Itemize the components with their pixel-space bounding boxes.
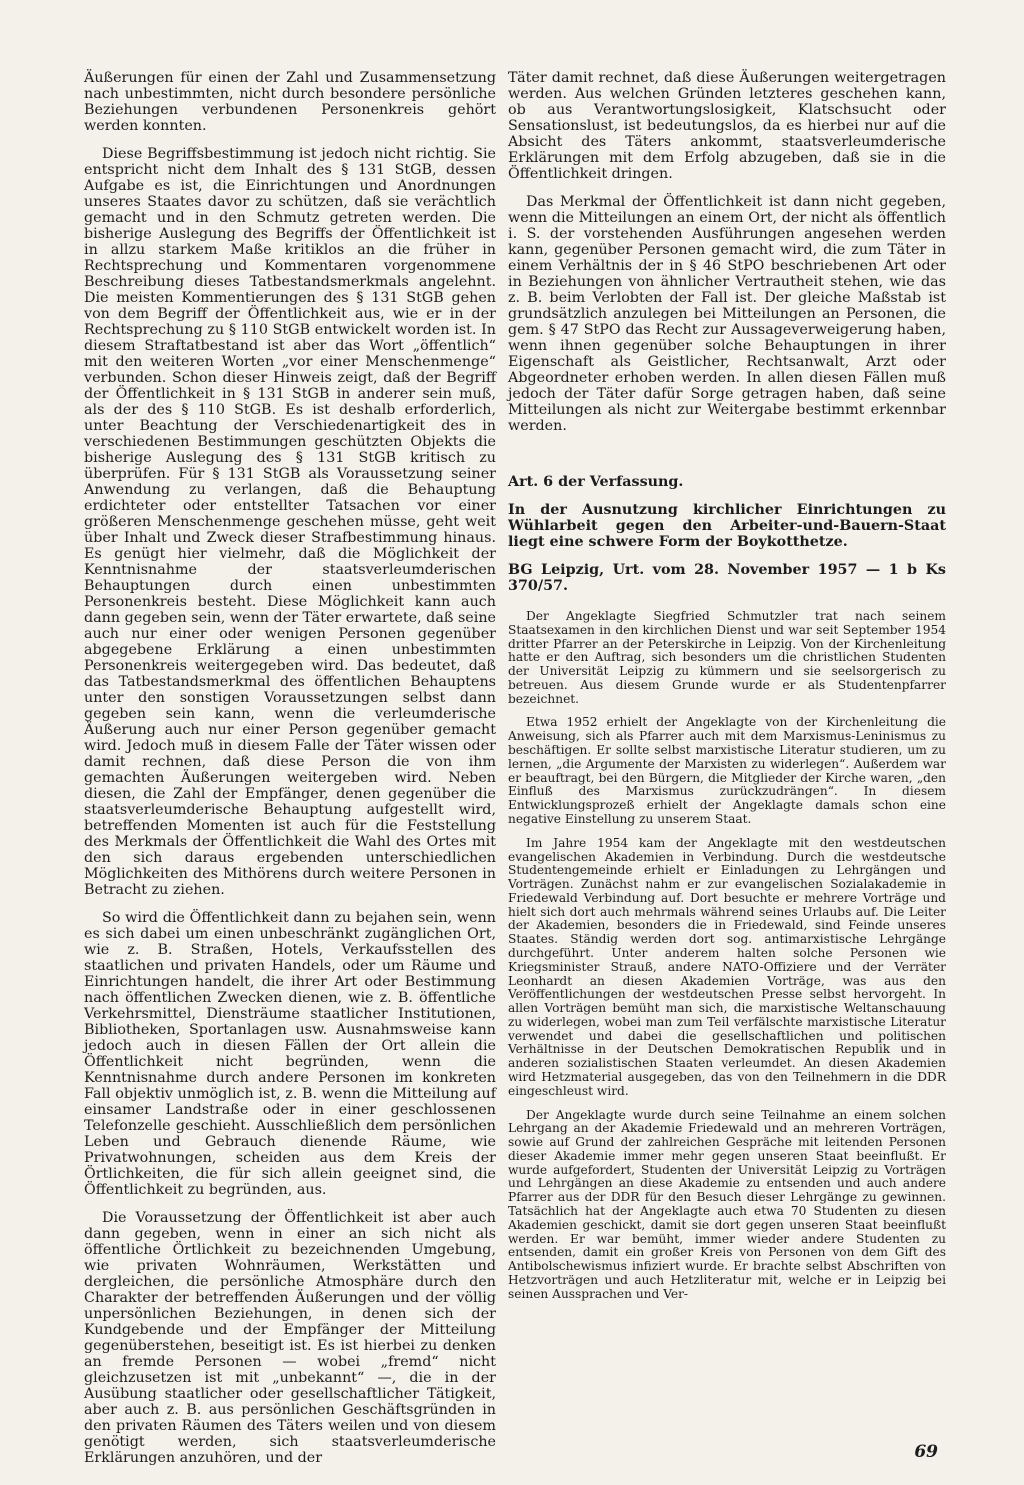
body-paragraph: Das Merkmal der Öffentlichkeit ist dann nicht gegeben, wenn die Mitteilungen an einem Ort, der nicht als öffentlich i. S. der vorstehenden Ausführungen angesehen werden kann, gegenüber Personen gemacht wird, die zum Täter in einem Verhältnis der in § 46 StPO beschriebenen Art oder in Beziehungen von ähnlicher Vertrautheit stehen, wie das z. B. beim Verlobten der Fall ist. Der gleiche Maßstab ist grundsätzlich anzulegen bei Mitteilungen an Personen, die gem. § 47 StPO das Recht zur Aussageverweigerung haben, wenn ihnen gegenüber solche Behauptungen in ihrer Eigenschaft als Geistlicher, Rechtsanwalt, Arzt oder Abgeordneter erhoben werden. In allen diesen Fällen muß jedoch der Täter dafür Sorge getragen haben, daß seine Mitteilungen als nicht zur Weitergabe bestimmt erkennbar werden. xyxy=(508,194,946,434)
body-paragraph: Die Voraussetzung der Öffentlichkeit ist aber auch dann gegeben, wenn in einer an sich nicht als öffentliche Örtlichkeit zu bezeichnenden Umgebung, wie privaten Wohnräumen, Werkstätten und dergleichen, die persönliche Atmosphäre durch den Charakter der betreffenden Äußerungen und der völlig unpersönlichen Beziehungen, in denen sich der Kundgebende und der Empfänger der Mitteilung gegenüberstehen, beseitigt ist. Es ist hierbei zu denken an fremde Personen — wobei „fremd“ nicht gleichzusetzen ist mit „unbekannt“ —, die in der Ausübung staatlicher oder gesellschaftlicher Tätigkeit, aber auch z. B. aus persönlichen Geschäftsgründen in den privaten Räumen des Täters weilen und von diesem genötigt werden, sich staatsverleumderische Erklärungen anzuhören, und der xyxy=(84,1210,496,1466)
body-paragraph: Äußerungen für einen der Zahl und Zusammensetzung nach unbestimmten, nicht durch besondere persönliche Beziehungen verbundenen Personenkreis gehört werden konnten. xyxy=(84,70,496,134)
body-paragraph: Diese Begriffsbestimmung ist jedoch nicht richtig. Sie entspricht nicht dem Inhalt des § 131 StGB, dessen Aufgabe es ist, die Einrichtungen und Anordnungen unseres Staates davor zu schützen, daß sie verächtlich gemacht und in den Schmutz getreten werden. Die bisherige Auslegung des Begriffs der Öffentlichkeit ist in allzu starkem Maße kritiklos an die früher in Rechtsprechung und Kommentaren vorgenommene Beschreibung dieses Tatbestandsmerkmals angelehnt. Die meisten Kommentierungen des § 131 StGB gehen von dem Begriff der Öffentlichkeit aus, wie er in der Rechtsprechung zu § 110 StGB entwickelt worden ist. In diesem Straftatbestand ist aber das Wort „öffentlich“ mit den weiteren Worten „vor einer Menschenmenge“ verbunden. Schon dieser Hinweis zeigt, daß der Begriff der Öffentlichkeit in § 131 StGB in anderer sein muß, als der des § 110 StGB. Es ist deshalb erforderlich, unter Beachtung der Verschiedenartigkeit des in verschiedenen Bestimmungen geschützten Objekts die bisherige Auslegung des § 131 StGB kritisch zu überprüfen. Für § 131 StGB als Voraussetzung seiner Anwendung zu verlangen, daß die Behauptung erdichteter oder entstellter Tatsachen vor einer größeren Menschenmenge geschehen müsse, geht weit über Inhalt und Zweck dieser Strafbestimmung hinaus. Es genügt hier vielmehr, daß die Möglichkeit der Kenntnisnahme der staatsverleumderischen Behauptungen durch einen unbestimmten Personenkreis besteht. Diese Möglichkeit kann auch dann gegeben sein, wenn der Täter erwartete, daß seine auch nur einer oder wenigen Personen gegenüber abgegebene Erklärung a einen unbestimmten Personenkreis weitergegeben wird. Das bedeutet, daß das Tatbestandsmerkmal des öffentlichen Behauptens unter den sonstigen Voraussetzungen selbst dann gegeben sein kann, wenn die verleumderische Äußerung auch nur einer Person gegenüber gemacht wird. Jedoch muß in diesem Falle der Täter wissen oder damit rechnen, daß diese Person die von ihm gemachten Äußerungen weitergeben wird. Neben diesen, die Zahl der Empfänger, denen gegenüber die staatsverleumderische Behauptung aufgestellt wird, betreffenden Momenten ist auch für die Feststellung des Merkmals der Öffentlichkeit die Wahl des Ortes mit den sich daraus ergebenden unterschiedlichen Möglichkeiten des Mithörens durch weitere Personen in Betracht zu ziehen. xyxy=(84,146,496,898)
body-paragraph: So wird die Öffentlichkeit dann zu bejahen sein, wenn es sich dabei um einen unbeschränkt zugänglichen Ort, wie z. B. Straßen, Hotels, Verkaufsstellen des staatlichen und privaten Handels, oder um Räume und Einrichtungen handelt, die ihrer Art oder Bestimmung nach öffentlichen Zwecken dienen, wie z. B. öffentliche Verkehrsmittel, Diensträume staatlicher Institutionen, Bibliotheken, Sportanlagen usw. Ausnahmsweise kann jedoch auch in diesen Fällen der Ort allein die Öffentlichkeit nicht begründen, wenn die Kenntnisnahme durch andere Personen im konkreten Fall objektiv unmöglich ist, z. B. wenn die Mitteilung auf einsamer Landstraße oder in einer geschlossenen Telefonzelle geschieht. Ausschließlich dem persönlichen Leben und Gebrauch dienende Räume, wie Privatwohnungen, scheiden aus dem Kreis der Örtlichkeiten, die für sich allein geeignet sind, die Öffentlichkeit zu begründen, aus. xyxy=(84,910,496,1198)
case-paragraph: Der Angeklagte Siegfried Schmutzler trat nach seinem Staatsexamen in den kirchlichen Dienst und war seit September 1954 dritter Pfarrer an der Peterskirche in Leipzig. Von der Kirchenleitung hatte er den Auftrag, sich besonders um die christlichen Studenten der Universität Leipzig zu kümmern und sie seelsorgerisch zu betreuen. Aus diesem Grunde wurde er als Studentenpfarrer bezeichnet. xyxy=(508,609,946,706)
court-reference: BG Leipzig, Urt. vom 28. November 1957 — 1 b Ks 370/57. xyxy=(508,562,946,594)
body-paragraph: Täter damit rechnet, daß diese Äußerungen weitergetragen werden. Aus welchen Gründen letzteres geschehen kann, ob aus Verantwortungslosigkeit, Klatschsucht oder Sensationslust, ist bedeutungslos, da es hierbei nur auf die Absicht des Täters ankommt, staatsverleumderische Erklärungen mit dem Erfolg abzugeben, daß sie in die Öffentlichkeit dringen. xyxy=(508,70,946,182)
case-paragraph: Der Angeklagte wurde durch seine Teilnahme an einem solchen Lehrgang an der Akademie Friedewald und an mehreren Vorträgen, sowie auf Grund der zahlreichen Gespräche mit leitenden Personen dieser Akademie immer mehr gegen unseren Staat beeinflußt. Er wurde aufgefordert, Studenten der Universität Leipzig zu Vorträgen und Lehrgängen an diese Akademie zu entsenden und auch andere Pfarrer aus der DDR für den Besuch dieser Lehrgänge zu gewinnen. Tatsächlich hat der Angeklagte auch etwa 70 Studenten zu diesen Akademien geschickt, damit sie dort gegen unseren Staat beeinflußt werden. Er war bemüht, immer wieder andere Studenten zu entsenden, damit ein großer Kreis von Personen von dem Gift des Antibolschewismus infiziert wurde. Er brachte selbst Abschriften von Hetzvorträgen und auch Hetzliteratur mit, welche er in Leipzig bei seinen Aussprachen und Ver- xyxy=(508,1107,946,1301)
case-paragraph: Etwa 1952 erhielt der Angeklagte von der Kirchenleitung die Anweisung, sich als Pfarrer auch mit dem Marxismus-Leninismus zu beschäftigen. Er sollte selbst marxistische Literatur studieren, um zu lernen, „die Argumente der Marxisten zu widerlegen“. Außerdem war er beauftragt, bei den Bürgern, die Mitglieder der Kirche waren, „den Einfluß des Marxismus zurückzudrängen“. In diesem Entwicklungsprozeß erhielt der Angeklagte damals schon eine negative Einstellung zu unserem Staat. xyxy=(508,715,946,826)
section-title: Art. 6 der Verfassung. xyxy=(508,474,684,490)
case-paragraph: Im Jahre 1954 kam der Angeklagte mit den westdeutschen evangelischen Akademien in Verbindung. Durch die westdeutsche Studentengemeinde erhielt er Einladungen zu Lehrgängen und Vorträgen. Zunächst nahm er zur evangelischen Sozialakademie in Friedewald Verbindung auf. Dort besuchte er mehrere Vorträge und hielt sich dort auch mehrmals während seines Urlaubs auf. Die Leiter der Akademien, besonders die in Friedewald, sind Feinde unseres Staates. Ständig werden dort sog. antimarxistische Lehrgänge durchgeführt. Unter anderem halten solche Personen wie Kriegsminister Strauß, andere NATO-Offiziere und der Verräter Leonhardt an diesen Akademien Vorträge, was aus den Veröffentlichungen der westdeutschen Presse selbst hervorgeht. In allen Vorträgen bemüht man sich, die marxistische Weltanschauung zu widerlegen, wobei man zum Teil verfälschte marxistische Literatur verwendet und dabei die gesellschaftlichen und politischen Verhältnisse in der Deutschen Demokratischen Republik und in anderen sozialistischen Staaten verleumdet. An diesen Akademien wird Hetzmaterial ausgegeben, das von den Teilnehmern in die DDR eingeschleust wird. xyxy=(508,835,946,1098)
page-number: 69 xyxy=(914,1442,938,1462)
right-column xyxy=(508,70,946,1312)
left-column xyxy=(84,70,496,1478)
headnote: In der Ausnutzung kirchlicher Einrichtungen zu Wühlarbeit gegen den Arbeiter-und-Bauern-Staat liegt eine schwere Form der Boykotthetze. xyxy=(508,502,946,550)
